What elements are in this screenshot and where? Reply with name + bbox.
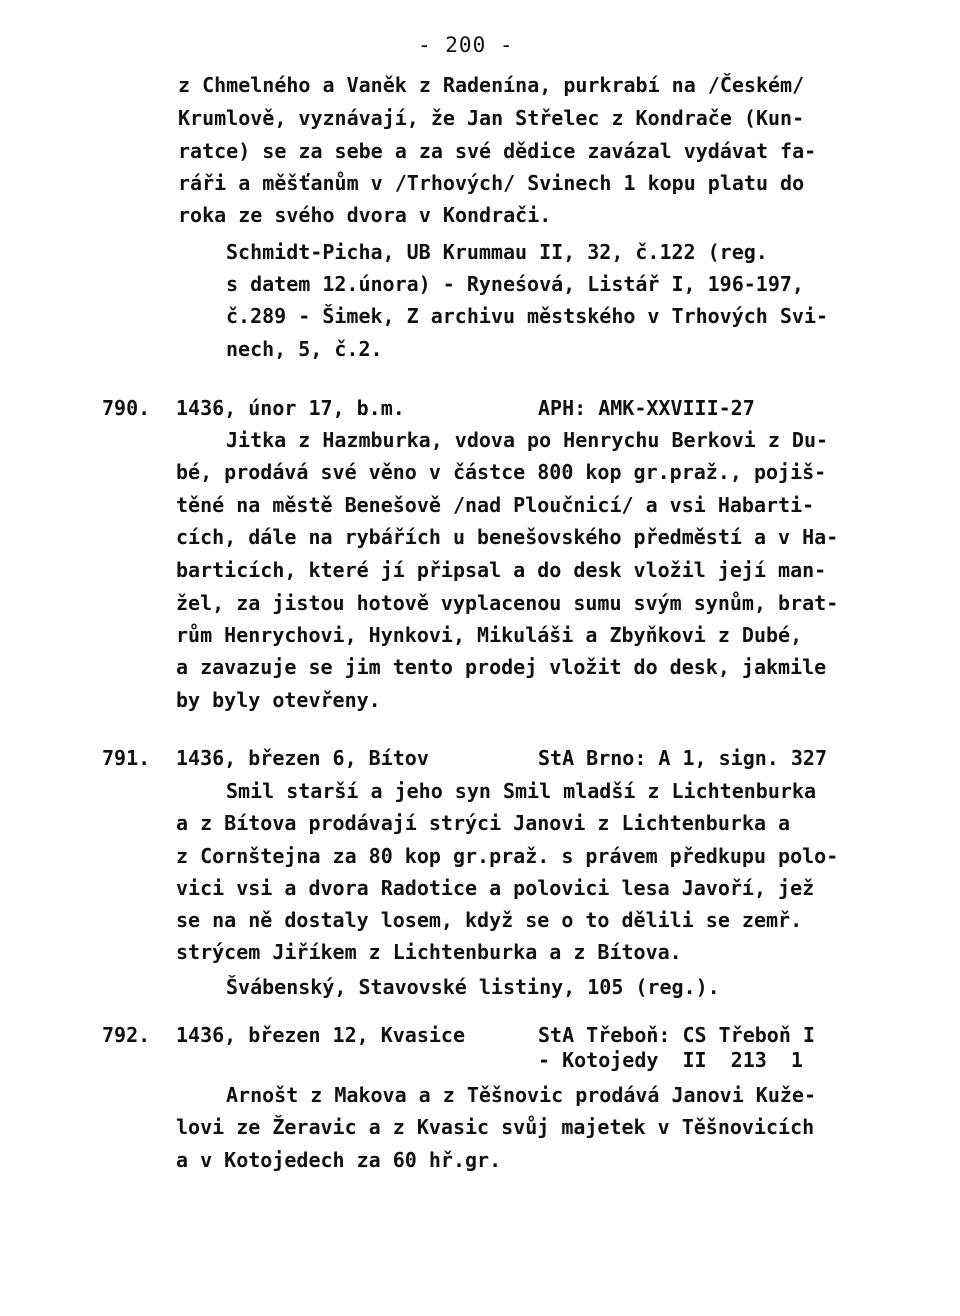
entry-date-place: 1436, únor 17, b.m.: [176, 396, 405, 420]
text-line: žel, za jistou hotově vyplacenou sumu svým synům, brat-: [176, 591, 839, 615]
text-line: z Cornštejna za 80 kop gr.praž. s právem předkupu polo-: [176, 844, 839, 868]
entry-source: APH: AMK-XXVIII-27: [538, 396, 755, 420]
text-line: a z Bítova prodávají strýci Janovi z Lichtenburka a: [176, 811, 791, 835]
text-line: ráři a měšťanům v /Trhových/ Svinech 1 kopu platu do: [178, 171, 805, 195]
text-line: Arnošt z Makova a z Těšnovic prodává Janovi Kuže-: [226, 1083, 817, 1107]
text-line: Krumlově, vyznávají, že Jan Střelec z Kondrače (Kun-: [178, 106, 805, 130]
reference-line: Švábenský, Stavovské listiny, 105 (reg.).: [226, 975, 720, 999]
entry-number: 791.: [102, 746, 151, 770]
text-line: a zavazuje se jim tento prodej vložit do desk, jakmile: [176, 655, 827, 679]
text-line: barticích, které jí připsal a do desk vložil její man-: [176, 558, 827, 582]
text-line: z Chmelného a Vaněk z Radenína, purkrabí na /Českém/: [178, 73, 805, 97]
page-number: - 200 -: [418, 33, 514, 57]
reference-line: Schmidt-Picha, UB Krummau II, 32, č.122 (reg.: [226, 240, 768, 264]
text-line: těné na městě Benešově /nad Ploučnicí/ a vsi Habarti-: [176, 493, 815, 517]
entry-number: 790.: [102, 396, 151, 420]
text-line: a v Kotojedech za 60 hř.gr.: [176, 1148, 502, 1172]
reference-line: nech, 5, č.2.: [226, 337, 383, 361]
text-line: Smil starší a jeho syn Smil mladší z Lichtenburka: [226, 779, 817, 803]
text-line: lovi ze Žeravic a z Kvasic svůj majetek v Těšnovicích: [176, 1115, 815, 1139]
text-line: strýcem Jiříkem z Lichtenburka a z Bítova.: [176, 940, 682, 964]
entry-number: 792.: [102, 1023, 151, 1047]
text-line: se na ně dostaly losem, když se o to dělili se zemř.: [176, 908, 803, 932]
entry-date-place: 1436, březen 6, Bítov: [176, 746, 429, 770]
text-line: by byly otevřeny.: [176, 688, 381, 712]
text-line: vici vsi a dvora Radotice a polovici lesa Javoří, jež: [176, 876, 815, 900]
entry-source: StA Brno: A 1, sign. 327: [538, 746, 827, 770]
reference-line: s datem 12.února) - Ryneśová, Listář I, 196-197,: [226, 272, 804, 296]
text-line: ratce) se za sebe a za své dědice zavázal vydávat fa-: [178, 139, 817, 163]
text-line: roka ze svého dvora v Kondrači.: [178, 203, 552, 227]
text-line: cích, dále na rybářích u benešovského předměstí a v Ha-: [176, 525, 839, 549]
reference-line: č.289 - Šimek, Z archivu městského v Trhových Svi-: [226, 304, 829, 328]
text-line: rům Henrychovi, Hynkovi, Mikuláši a Zbyňkovi z Dubé,: [176, 623, 803, 647]
entry-source: StA Třeboň: CS Třeboň I: [538, 1023, 815, 1047]
text-line: Jitka z Hazmburka, vdova po Henrychu Berkovi z Du-: [226, 428, 829, 452]
text-line: bé, prodává své věno v částce 800 kop gr.praž., pojiš-: [176, 460, 827, 484]
entry-date-place: 1436, březen 12, Kvasice: [176, 1023, 465, 1047]
entry-source: - Kotojedy II 213 1: [538, 1048, 803, 1072]
